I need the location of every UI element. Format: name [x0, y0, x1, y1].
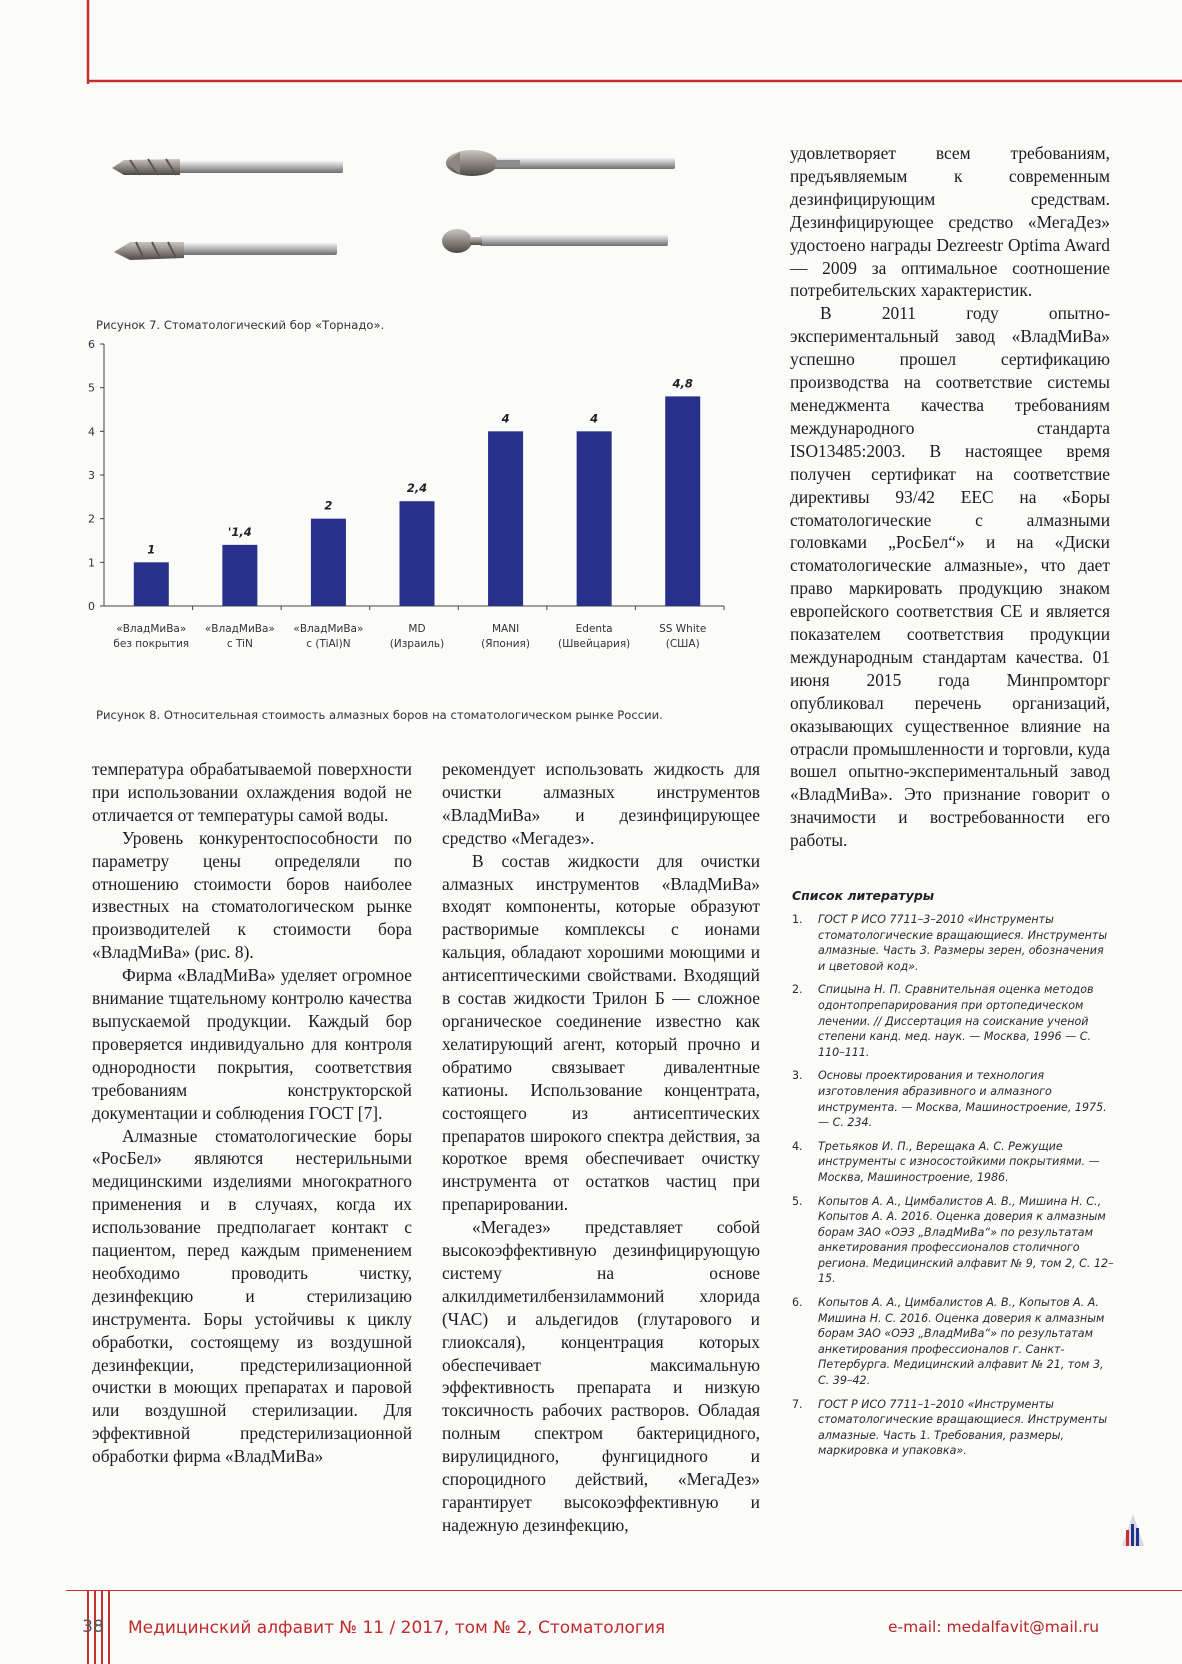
paragraph: рекомендует использовать жидкость для очистки алмазных инструментов «ВладМиВа» и дезинфицирующее средство «Мегадез».	[442, 759, 760, 848]
figure7-caption: Рисунок 7. Стоматологический бор «Торнадо».	[96, 318, 385, 332]
reference-item	[792, 912, 1114, 974]
data-label: 4,8	[672, 376, 693, 391]
body-column-3	[790, 142, 1110, 852]
reference-text: ГОСТ Р ИСО 7711–3–2010 «Инструменты стоматологические вращающиеся. Инструменты алмазные. Часть 3. Размеры зерен, обозначения и цветовой код».	[818, 913, 1108, 973]
reference-item	[792, 1397, 1114, 1459]
reference-item	[792, 1194, 1114, 1288]
figure8-caption: Рисунок 8. Относительная стоимость алмазных боров на стоматологическом рынке России.	[96, 708, 663, 722]
data-label: 1	[147, 542, 156, 557]
figure8-bar-chart	[84, 340, 754, 710]
body-column-1	[92, 758, 412, 1468]
category-label: Edenta	[575, 623, 613, 635]
paragraph: Алмазные стоматологические боры «РосБел» являются нестерильными медицинскими изделиями многократного применения и в случаях, когда их использование предполагает контакт с пациентом, перед каждым применением необходимо проводить чистку, дезинфекцию и стерилизацию инструмента. Боры устойчивы к циклу обработки, состоящему из воздушной дезинфекции, предстерилизационной очистки в моющих препаратах и паровой или воздушной стерилизации. Для эффективной предстерилизационной обработки фирма «ВладМиВа»	[92, 1125, 412, 1467]
reference-number: 4.	[792, 1139, 803, 1153]
reference-text: Копытов А. А., Цимбалистов А. В., Мишина Н. С., Копытов А. А. 2016. Оценка доверия к алмазным борам ЗАО «ОЭЗ „ВладМиВа“» по результатам анкетирования профессионалов столичного региона. Медицинский алфавит № 9, том 2, С. 12–15.	[818, 1194, 1114, 1286]
category-label: с TiN	[226, 638, 253, 650]
figure7-bur-photo	[100, 138, 740, 303]
paragraph: В состав жидкости для очистки алмазных инструментов «ВладМиВа» входят компоненты, которые образуют растворимые комплексы с ионами кальция, обладают хорошими моющими и антисептическими свойствами. Входящий в состав жидкости Трилон Б — сложное органическое соединение известно как хелатирующий агент, который прочно и обратимо связывает дивалентные катионы. Использование концентрата, состоящего из антисептических препаратов широкого спектра действия, за короткое время обеспечивает очистку инструмента от остатков частиц при препарировании.	[442, 850, 760, 1215]
y-tick-label: 4	[88, 425, 95, 439]
reference-number: 1.	[792, 913, 803, 926]
reference-text: Копытов А. А., Цимбалистов А. В., Копытов А. А. Мишина Н. С. 2016. Оценка доверия к алмазным борам ЗАО «ОЭЗ „ВладМиВа“» по результатам анкетирования профессионалов г. Санкт-Петербурга. Медицинский алфавит № 21, том 3, С. 39–42.	[818, 1296, 1105, 1388]
body-column-2	[442, 758, 760, 1537]
reference-item	[792, 1295, 1114, 1389]
bar	[400, 501, 435, 606]
category-label: SS White	[659, 623, 707, 635]
reference-number: 6.	[792, 1296, 803, 1310]
journal-logo-icon	[1120, 1508, 1146, 1548]
reference-item	[792, 1068, 1114, 1130]
category-label: без покрытия	[113, 638, 190, 650]
reference-text: ГОСТ Р ИСО 7711–1–2010 «Инструменты стоматологические вращающиеся. Инструменты алмазные. Часть 1. Требования, размеры, маркировка и упаковка».	[818, 1397, 1108, 1458]
bar	[665, 396, 700, 606]
category-label: (Япония)	[481, 638, 530, 650]
paragraph: температура обрабатываемой поверхности при использовании охлаждения водой не отличается от температуры самой воды.	[92, 759, 412, 825]
paragraph: Фирма «ВладМиВа» уделяет огромное внимание тщательному контролю качества выпускаемой продукции. Каждый бор проверяется индивидуально для контроля однородности покрытия, соответствия требованиям конструкторской документации и соблюдения ГОСТ [7].	[92, 965, 412, 1123]
y-tick-label: 5	[88, 381, 95, 395]
y-tick-label: 2	[88, 512, 95, 526]
bar	[488, 431, 523, 606]
reference-text: Третьяков И. П., Верещака А. С. Режущие инструменты с износостойкими покрытиями. — Москва, Машиностроение, 1986.	[818, 1139, 1100, 1184]
bur-3-icon	[114, 242, 337, 260]
category-label: «ВладМиВа»	[204, 623, 275, 635]
page-number: 38	[82, 1617, 104, 1637]
data-label: 4	[590, 411, 599, 426]
data-label: '1,4	[227, 524, 252, 539]
category-label: MD	[408, 623, 426, 635]
y-tick-label: 6	[88, 340, 95, 351]
contact-email: e-mail: medalfavit@mail.ru	[888, 1618, 1100, 1636]
y-tick-label: 0	[88, 600, 95, 613]
header-red-frame	[0, 0, 1182, 84]
reference-item	[792, 982, 1114, 1060]
paragraph: удовлетворяет всем требованиям, предъявляемым к современным дезинфицирующим средствам. Дезинфицирующее средство «МегаДез» удостоено награды Dezreestr Optima Award — 2009 за оптимальное соотношение потребительских характеристик.	[790, 143, 1110, 301]
bar	[577, 431, 612, 606]
paragraph: «Мегадез» представляет собой высокоэффективную дезинфицирующую систему на основе алкилдиметилбензиламмоний хлорида (ЧАС) и альдегидов (глутарового и глиоксаля), концентрация которых обеспечивает максимальную эффективность препарата и низкую токсичность рабочих растворов. Обладая полным спектром бактерицидного, вирулицидного, фунгицидного и спороцидного действий, «МегаДез» гарантирует высокоэффективную и надежную дезинфекцию,	[442, 1217, 760, 1535]
reference-item	[792, 1139, 1114, 1186]
data-label: 4	[501, 411, 510, 426]
reference-text: Спицына Н. П. Сравнительная оценка методов одонтопрепарирования при ортопедическом лечении. // Диссертация на соискание ученой степени канд. мед. наук. — Москва, 1996 — С. 110–111.	[818, 983, 1094, 1059]
bar	[311, 519, 346, 606]
y-tick-label: 3	[88, 469, 95, 482]
category-label: «ВладМиВа»	[293, 623, 364, 635]
paragraph: В 2011 году опытно-экспериментальный завод «ВладМиВа» успешно прошел сертификацию производства на соответствие системы менеджмента качества требованиям международного стандарта ISO13485:2003. В настоящее время получен сертификат на соответствие директивы 93/42 ЕЕС на «Боры стоматологические с алмазными головками „РосБел“» и на «Диски стоматологические алмазные», что дает право маркировать продукцию знаком европейского соответствия СЕ и является показателем соответствия продукции международным стандартам качества. 01 июня 2015 года Минпромторг опубликовал перечень организаций, оказывающих существенное влияние на отрасли промышленности и торговли, куда вошел опытно-экспериментальный завод «ВладМиВа». Это признание говорит о значимости и востребованности его работы.	[790, 303, 1110, 851]
category-label: (США)	[665, 638, 700, 650]
reference-number: 5.	[792, 1194, 803, 1208]
category-label: (Израиль)	[389, 638, 445, 650]
category-label: с (TiAl)N	[306, 638, 351, 650]
journal-title: Медицинский алфавит № 11 / 2017, том № 2, Стоматология	[128, 1618, 666, 1638]
bar	[134, 562, 169, 606]
bur-4-icon	[442, 229, 668, 253]
paragraph: Уровень конкурентоспособности по параметру цены определяли по отношению стоимости боров наиболее известных на стоматологическом рынке производителей к стоимости бора «ВладМиВа» (рис. 8).	[92, 827, 412, 963]
reference-number: 3.	[792, 1069, 803, 1083]
reference-number: 7.	[792, 1397, 803, 1411]
reference-number: 2.	[792, 983, 803, 997]
category-label: «ВладМиВа»	[116, 623, 187, 635]
bar	[222, 545, 257, 606]
bur-2-icon	[446, 150, 675, 176]
references-title: Список литературы	[792, 888, 935, 903]
category-label: (Швейцария)	[558, 638, 631, 650]
bur-1-icon	[112, 159, 343, 175]
data-label: 2	[324, 498, 333, 513]
reference-text: Основы проектирования и технология изготовления абразивного и алмазного инструмента. — Москва, Машиностроение, 1975. — С. 234.	[818, 1069, 1107, 1130]
category-label: MANI	[491, 623, 520, 635]
references-list	[792, 912, 1114, 1467]
y-tick-label: 1	[88, 556, 95, 570]
data-label: 2,4	[406, 481, 428, 496]
